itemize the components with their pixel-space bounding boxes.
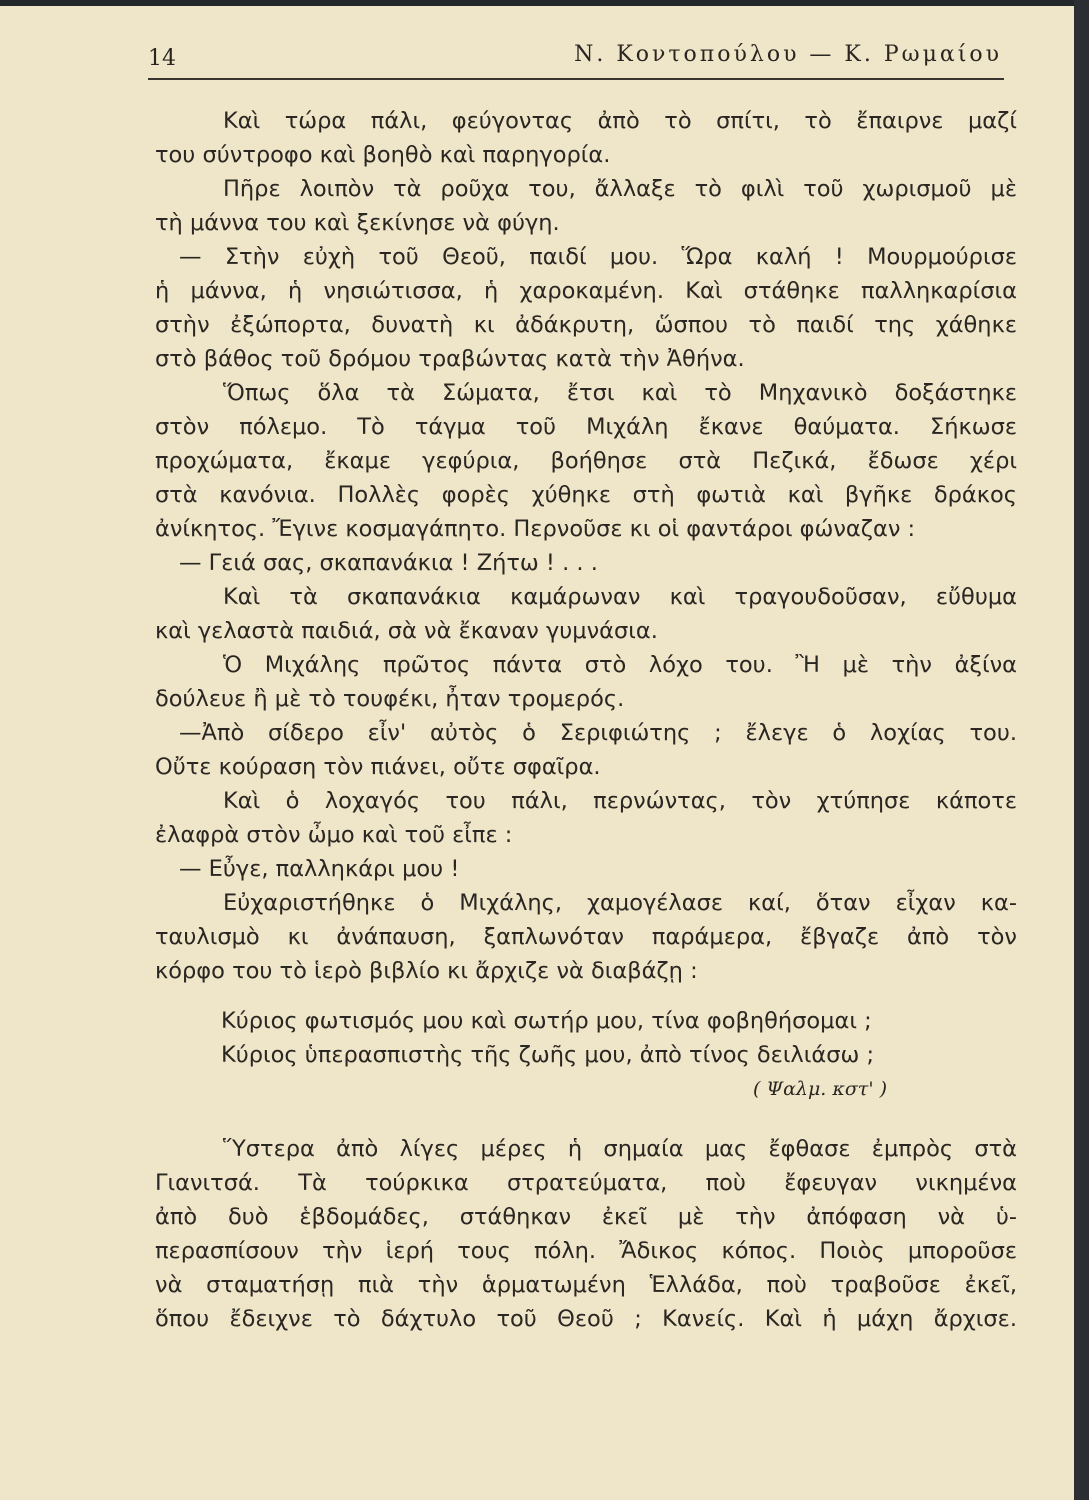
text-line: τὴ μάννα του καὶ ξεκίνησε νὰ φύγη.: [155, 210, 560, 236]
text-line: Καὶ τὰ σκαπανάκια καμάρωναν καὶ τραγουδοῦσαν, εὔθυμα: [223, 584, 1017, 610]
paragraph: [155, 648, 1017, 716]
paragraph: [155, 240, 1017, 376]
spacer: [155, 1106, 1017, 1122]
text-line: —Ἀπὸ σίδερο εἶν' αὐτὸς ὁ Σεριφιώτης ; ἔλεγε ὁ λοχίας του.: [179, 720, 1017, 746]
text-line: προχώματα, ἔκαμε γεφύρια, βοήθησε στὰ Πεζικά, ἔδωσε χέρι: [155, 448, 1017, 474]
paragraph: [155, 172, 1017, 240]
text-line: του σύντροφο καὶ βοηθὸ καὶ παρηγορία.: [155, 142, 611, 168]
text-line: ταυλισμὸ κι ἀνάπαυση, ξαπλωνόταν παράμερα, ἔβγαζε ἀπὸ τὸν: [155, 924, 1017, 950]
paragraph: [155, 784, 1017, 852]
paragraph: [155, 580, 1017, 648]
text-line: Καὶ τώρα πάλι, φεύγοντας ἀπὸ τὸ σπίτι, τὸ ἔπαιρνε μαζί: [223, 108, 1017, 134]
paragraph: [155, 546, 1017, 580]
paragraph: [155, 852, 1017, 886]
verse-line: Κύριος ὑπερασπιστὴς τῆς ζωῆς μου, ἀπὸ τίνος δειλιάσω ;: [221, 1042, 875, 1068]
paragraph: [155, 104, 1017, 172]
psalm-quote: [155, 1004, 1017, 1106]
paragraph: [155, 716, 1017, 784]
text-line: Καὶ ὁ λοχαγός του πάλι, περνώντας, τὸν χτύπησε κάποτε: [223, 788, 1017, 814]
page-body: [155, 104, 1017, 1336]
text-line: στὴν ἐξώπορτα, δυνατὴ κι ἀδάκρυτη, ὥσπου τὸ παιδί της χάθηκε: [155, 312, 1017, 338]
text-line: ἡ μάννα, ἡ νησιώτισσα, ἡ χαροκαμένη. Καὶ στάθηκε παλληκαρίσια: [155, 278, 1017, 304]
paragraph: [155, 376, 1017, 546]
text-line: — Γειά σας, σκαπανάκια ! Ζήτω ! . . .: [179, 550, 598, 576]
running-head-authors: Ν. Κοντοπούλου — Κ. Ρωμαίου: [574, 42, 1002, 67]
text-line: ἀπὸ δυὸ ἑβδομάδες, στάθηκαν ἐκεῖ μὲ τὴν ἀπόφαση νὰ ὑ-: [155, 1204, 1017, 1230]
text-line: ἐλαφρὰ στὸν ὦμο καὶ τοῦ εἶπε :: [155, 822, 513, 848]
text-line: στὸν πόλεμο. Τὸ τάγμα τοῦ Μιχάλη ἔκανε θαύματα. Σήκωσε: [155, 414, 1017, 440]
page-header: [148, 38, 1004, 80]
text-line: Ὕστερα ἀπὸ λίγες μέρες ἡ σημαία μας ἔφθασε ἐμπρὸς στὰ: [223, 1136, 1017, 1162]
text-line: ὅπου ἔδειχνε τὸ δάχτυλο τοῦ Θεοῦ ; Κανείς. Καὶ ἡ μάχη ἄρχισε.: [155, 1306, 1017, 1332]
text-line: Ὅπως ὅλα τὰ Σώματα, ἔτσι καὶ τὸ Μηχανικὸ δοξάστηκε: [223, 380, 1017, 406]
paragraph: [155, 886, 1017, 988]
text-line: περασπίσουν τὴν ἱερή τους πόλη. Ἄδικος κόπος. Ποιὸς μποροῦσε: [155, 1238, 1017, 1264]
spacer: [155, 988, 1017, 1004]
text-line: δούλευε ἢ μὲ τὸ τουφέκι, ἦταν τρομερός.: [155, 686, 625, 712]
page-number: 14: [148, 46, 176, 71]
psalm-citation: ( Ψαλμ. κστ' ): [752, 1078, 887, 1100]
text-line: ἀνίκητος. Ἔγινε κοσμαγάπητο. Περνοῦσε κι οἱ φαντάροι φώναζαν :: [155, 516, 916, 542]
paragraph: [155, 1132, 1017, 1336]
spacer: [155, 1122, 1017, 1132]
book-page: [0, 6, 1074, 1500]
text-line: στὰ κανόνια. Πολλὲς φορὲς χύθηκε στὴ φωτιὰ καὶ βγῆκε δράκος: [155, 482, 1017, 508]
scan-edge: [1074, 0, 1089, 1500]
text-line: Γιανιτσά. Τὰ τούρκικα στρατεύματα, ποὺ ἔφευγαν νικημένα: [155, 1170, 1017, 1196]
text-line: — Στὴν εὐχὴ τοῦ Θεοῦ, παιδί μου. Ὥρα καλή ! Μουρμούρισε: [179, 244, 1017, 270]
text-line: νὰ σταματήσῃ πιὰ τὴν ἁρματωμένη Ἑλλάδα, ποὺ τραβοῦσε ἐκεῖ,: [155, 1272, 1017, 1298]
text-line: καὶ γελαστὰ παιδιά, σὰ νὰ ἔκαναν γυμνάσια.: [155, 618, 658, 644]
text-line: — Εὖγε, παλληκάρι μου !: [179, 856, 460, 882]
text-line: κόρφο του τὸ ἱερὸ βιβλίο κι ἄρχιζε νὰ διαβάζῃ :: [155, 958, 698, 984]
text-line: Εὐχαριστήθηκε ὁ Μιχάλης, χαμογέλασε καί, ὅταν εἶχαν κα-: [223, 890, 1017, 916]
text-line: Πῆρε λοιπὸν τὰ ροῦχα του, ἄλλαξε τὸ φιλὶ τοῦ χωρισμοῦ μὲ: [223, 176, 1017, 202]
verse-line: Κύριος φωτισμός μου καὶ σωτήρ μου, τίνα φοβηθήσομαι ;: [221, 1008, 872, 1034]
text-line: Οὔτε κούραση τὸν πιάνει, οὔτε σφαῖρα.: [155, 754, 601, 780]
text-line: στὸ βάθος τοῦ δρόμου τραβώντας κατὰ τὴν Ἀθήνα.: [155, 346, 745, 372]
text-line: Ὁ Μιχάλης πρῶτος πάντα στὸ λόχο του. Ἢ μὲ τὴν ἀξίνα: [223, 652, 1017, 678]
